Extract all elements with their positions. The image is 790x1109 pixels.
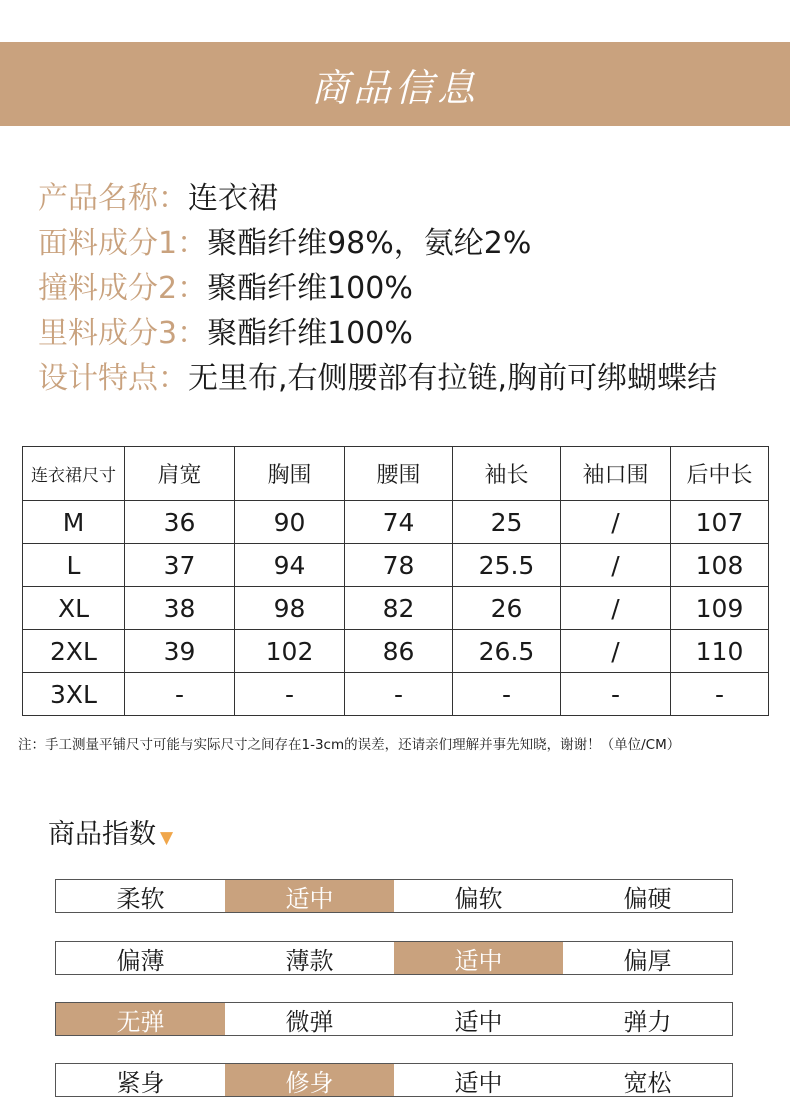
table-cell: - (235, 673, 345, 716)
info-label: 设计特点： (38, 361, 188, 396)
info-value: 聚酯纤维100% (207, 271, 413, 306)
info-row-fabric-1 (38, 221, 717, 266)
table-cell: 25 (453, 501, 561, 544)
table-header-cell: 胸围 (235, 447, 345, 501)
table-header-cell: 肩宽 (125, 447, 235, 501)
index-option: 宽松 (623, 1068, 672, 1097)
header-banner (0, 42, 790, 126)
table-cell: XL (23, 587, 125, 630)
table-cell: 94 (235, 544, 345, 587)
info-label: 撞料成分2： (38, 271, 208, 306)
index-option: 弹力 (623, 1007, 672, 1036)
info-value: 聚酯纤维98%，氨纶2% (207, 226, 532, 261)
table-cell: 39 (125, 630, 235, 673)
index-option: 适中 (394, 942, 563, 974)
table-cell: 25.5 (453, 544, 561, 587)
index-option: 修身 (225, 1064, 394, 1096)
table-header-cell: 后中长 (671, 447, 769, 501)
product-info (38, 176, 717, 401)
info-label: 里料成分3： (38, 316, 208, 351)
table-header-row (23, 447, 769, 501)
measurement-note: 注：手工测量平铺尺寸可能与实际尺寸之间存在1-3cm的误差，还请亲们理解并事先知晓，谢谢！（单位/CM） (18, 737, 681, 753)
info-label: 产品名称： (38, 181, 188, 216)
table-cell: 2XL (23, 630, 125, 673)
table-cell: 98 (235, 587, 345, 630)
table-row (23, 587, 769, 630)
table-row (23, 673, 769, 716)
table-cell: 37 (125, 544, 235, 587)
table-cell: - (125, 673, 235, 716)
info-row-name (38, 176, 717, 221)
table-cell: / (561, 587, 671, 630)
table-cell: 38 (125, 587, 235, 630)
index-option: 偏硬 (623, 884, 672, 913)
table-cell: 107 (671, 501, 769, 544)
info-row-fabric-3 (38, 311, 717, 356)
index-option: 适中 (225, 880, 394, 912)
table-cell: 109 (671, 587, 769, 630)
index-option: 紧身 (116, 1068, 165, 1097)
triangle-down-icon: ▼ (160, 828, 174, 848)
info-row-fabric-2 (38, 266, 717, 311)
table-cell: 90 (235, 501, 345, 544)
table-cell: M (23, 501, 125, 544)
table-cell: 74 (345, 501, 453, 544)
table-row (23, 544, 769, 587)
index-option: 适中 (454, 1007, 503, 1036)
table-cell: 82 (345, 587, 453, 630)
table-header-cell: 腰围 (345, 447, 453, 501)
table-cell: - (345, 673, 453, 716)
index-row-softness (55, 879, 733, 913)
index-option: 偏软 (454, 884, 503, 913)
index-title-text: 商品指数 (48, 819, 156, 850)
index-option: 偏厚 (623, 946, 672, 975)
info-value: 连衣裙 (188, 181, 278, 216)
index-row-thickness (55, 941, 733, 975)
table-cell: - (671, 673, 769, 716)
table-header-cell: 袖口围 (561, 447, 671, 501)
table-cell: / (561, 630, 671, 673)
table-cell: 78 (345, 544, 453, 587)
index-option: 偏薄 (116, 946, 165, 975)
index-row-elasticity (55, 1002, 733, 1036)
size-table (22, 446, 769, 716)
table-cell: - (453, 673, 561, 716)
table-cell: 86 (345, 630, 453, 673)
info-row-design (38, 356, 717, 401)
index-section-title (48, 812, 173, 851)
info-value: 无里布,右侧腰部有拉链,胸前可绑蝴蝶结 (188, 361, 718, 396)
table-cell: 102 (235, 630, 345, 673)
index-option: 适中 (454, 1068, 503, 1097)
index-option: 无弹 (56, 1003, 225, 1035)
table-cell: 3XL (23, 673, 125, 716)
table-row (23, 501, 769, 544)
info-label: 面料成分1： (38, 226, 208, 261)
table-header-cell: 连衣裙尺寸 (23, 447, 125, 501)
table-cell: / (561, 501, 671, 544)
index-option: 薄款 (285, 946, 334, 975)
table-cell: / (561, 544, 671, 587)
index-row-fit (55, 1063, 733, 1097)
table-cell: 26 (453, 587, 561, 630)
index-option: 柔软 (116, 884, 165, 913)
table-row (23, 630, 769, 673)
table-cell: 108 (671, 544, 769, 587)
table-cell: - (561, 673, 671, 716)
table-cell: 26.5 (453, 630, 561, 673)
info-value: 聚酯纤维100% (207, 316, 413, 351)
index-option: 微弹 (285, 1007, 334, 1036)
table-cell: L (23, 544, 125, 587)
banner-title: 商品信息 (310, 65, 479, 110)
table-cell: 110 (671, 630, 769, 673)
table-cell: 36 (125, 501, 235, 544)
table-header-cell: 袖长 (453, 447, 561, 501)
